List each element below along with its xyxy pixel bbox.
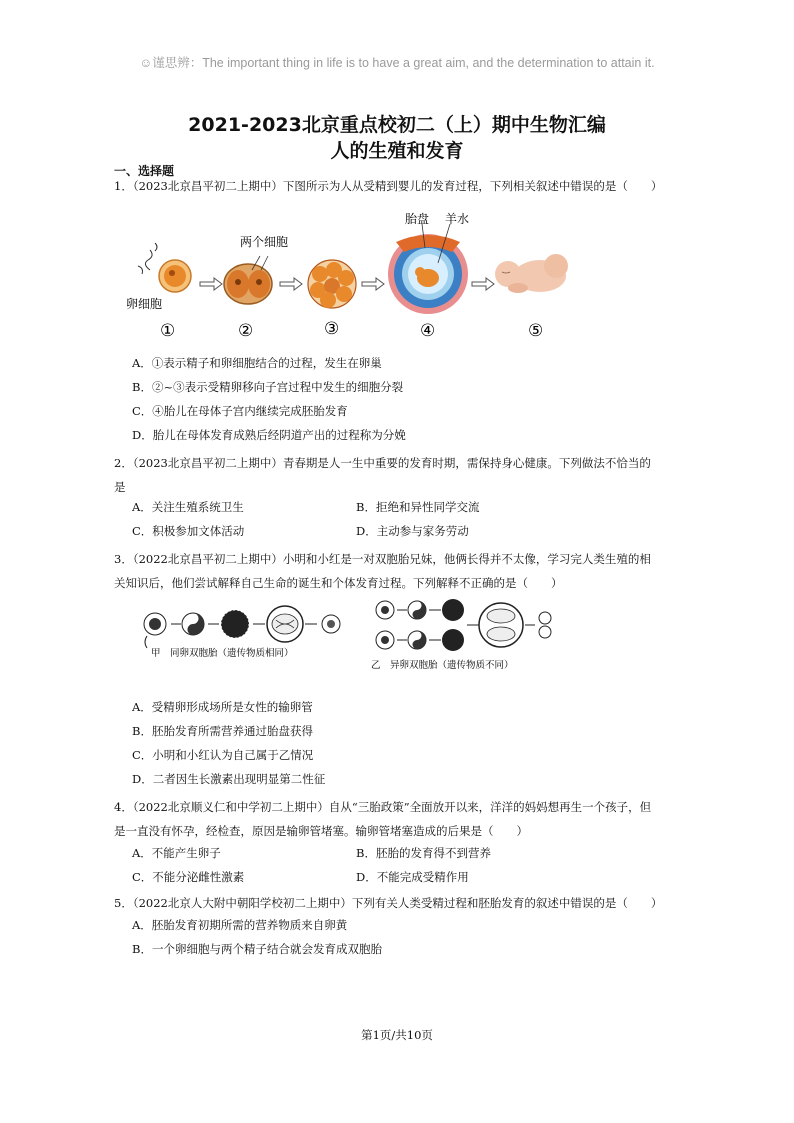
arrow-icon — [472, 278, 494, 290]
q3-stem-line2: 关知识后，他们尝试解释自己生命的诞生和个体发育过程。下列解释不正确的是（ ） — [114, 576, 563, 590]
q3-option-a: A．受精卵形成场所是女性的输卵管 — [132, 700, 313, 714]
q1-option-b: B．②~③表示受精卵移向子宫过程中发生的细胞分裂 — [132, 380, 404, 394]
label-fraternal-twins: 乙 异卵双胞胎（遗传物质不同） — [371, 660, 514, 671]
label-placenta: 胎盘 — [405, 212, 430, 226]
q2-option-c: C．积极参加文体活动 — [132, 524, 245, 538]
motto-header: ☺谨思辨：The important thing in life is to have a great aim, and the determination to attain it. — [139, 56, 655, 70]
q4-stem-line2: 是一直没有怀孕，经检查，原因是输卵管堵塞。输卵管堵塞造成的后果是（ ） — [114, 824, 528, 838]
q5-option-b: B．一个卵细胞与两个精子结合就会发育成双胞胎 — [132, 942, 382, 956]
q5-option-a: A．胚胎发育初期所需的营养物质来自卵黄 — [132, 918, 348, 932]
q3-option-b: B．胚胎发育所需营养通过胎盘获得 — [132, 724, 313, 738]
q4-stem-line1: 4．（2022北京顺义仁和中学初二上期中）自从“三胎政策”全面放开以来，洋洋的妈妈想再生一个孩子，但 — [114, 800, 652, 814]
label-amniotic-fluid: 羊水 — [445, 212, 470, 226]
arrow-icon — [362, 278, 384, 290]
q4-option-b: B．胚胎的发育得不到营养 — [356, 846, 491, 860]
label-two-cells: 两个细胞 — [240, 235, 289, 249]
q2-stem-line2: 是 — [114, 480, 126, 494]
label-identical-twins: 甲 同卵双胞胎（遗传物质相同） — [151, 648, 294, 659]
q3-stem-line1: 3．（2022北京昌平初二上期中）小明和小红是一对双胞胎兄妹，他俩长得并不太像，学习完人类生殖的相 — [114, 552, 651, 566]
stage-two-cells — [224, 256, 272, 304]
q1-option-c: C．④胎儿在母体子宫内继续完成胚胎发育 — [132, 404, 348, 418]
page-title: 2021-2023北京重点校初二（上）期中生物汇编 — [188, 114, 606, 136]
q1-stem: 1．（2023北京昌平初二上期中）下图所示为人从受精到婴儿的发育过程，下列相关叙述中错误的是（ ） — [114, 179, 663, 193]
q2-option-d: D．主动参与家务劳动 — [356, 524, 469, 538]
q1-option-a: A．①表示精子和卵细胞结合的过程，发生在卵巢 — [132, 356, 382, 370]
label-egg-cell: 卵细胞 — [126, 297, 163, 311]
stage-number-2: ② — [238, 321, 254, 341]
q4-option-d: D．不能完成受精作用 — [356, 870, 469, 884]
stage-number-4: ④ — [420, 321, 436, 341]
q1-option-d: D．胎儿在母体发育成熟后经阴道产出的过程称为分娩 — [132, 428, 406, 442]
q3-option-d: D．二者因生长激素出现明显第二性征 — [132, 772, 326, 786]
q3-twins-figure — [135, 598, 555, 678]
q5-stem: 5．（2022北京人大附中朝阳学校初二上期中）下列有关人类受精过程和胚胎发育的叙述中错误的是（ ） — [114, 896, 663, 910]
stage-baby — [495, 254, 568, 293]
stage-number-1: ① — [160, 321, 176, 341]
stage-morula — [308, 260, 356, 308]
section-heading: 一、选择题 — [114, 164, 175, 178]
stage-number-3: ③ — [324, 319, 340, 339]
q3-option-c: C．小明和小红认为自己属于乙情况 — [132, 748, 314, 762]
identical-twins-diagram — [144, 606, 340, 648]
arrow-icon — [200, 278, 222, 290]
q2-option-a: A．关注生殖系统卫生 — [132, 500, 244, 514]
q1-development-figure — [120, 208, 570, 343]
q4-option-c: C．不能分泌雌性激素 — [132, 870, 245, 884]
q2-stem-line1: 2．（2023北京昌平初二上期中）青春期是人一生中重要的发育时期，需保持身心健康。下列做法不恰当的 — [114, 456, 651, 470]
page-subtitle: 人的生殖和发育 — [330, 140, 464, 162]
stage-fetus-in-uterus — [388, 224, 468, 314]
q4-option-a: A．不能产生卵子 — [132, 846, 221, 860]
q2-option-b: B．拒绝和异性同学交流 — [356, 500, 480, 514]
page-footer: 第1页/共10页 — [361, 1028, 433, 1042]
stage-egg-cell — [138, 243, 191, 292]
fraternal-twins-diagram — [376, 599, 551, 651]
arrow-icon — [280, 278, 302, 290]
stage-number-5: ⑤ — [528, 321, 544, 341]
